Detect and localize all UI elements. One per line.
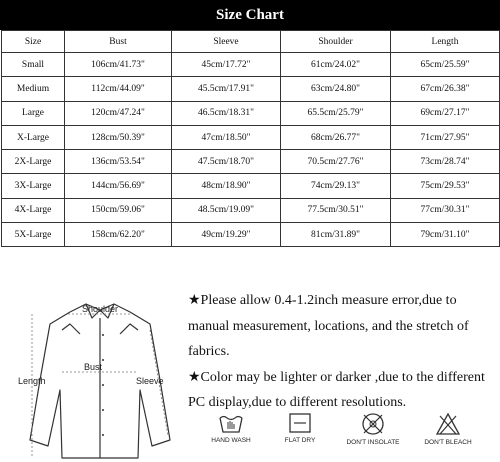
cell-shoulder: 63cm/24.80"	[281, 77, 391, 101]
cell-length: 69cm/27.17"	[391, 101, 500, 125]
cell-sleeve: 48.5cm/19.09"	[172, 198, 281, 222]
color-note: ★Color may be lighter or darker ,due to the different PC display,due to different resolutions.	[188, 369, 485, 411]
dont-insolate-label: DON'T INSOLATE	[346, 439, 400, 446]
cell-sleeve: 47cm/18.50"	[172, 125, 281, 149]
cell-length: 67cm/26.38"	[391, 77, 500, 101]
notes	[188, 288, 498, 416]
table-row	[2, 223, 500, 247]
table-row	[2, 53, 500, 77]
length-label: Length	[18, 376, 46, 386]
table-row	[2, 101, 500, 125]
cell-shoulder: 68cm/26.77"	[281, 125, 391, 149]
cell-size: 5X-Large	[2, 223, 65, 247]
cell-sleeve: 45cm/17.72"	[172, 53, 281, 77]
table-row	[2, 198, 500, 222]
cell-length: 79cm/31.10"	[391, 223, 500, 247]
cell-bust: 112cm/44.09"	[65, 77, 172, 101]
cell-size: Large	[2, 101, 65, 125]
care-dont-insolate	[340, 412, 406, 462]
cell-bust: 128cm/50.39"	[65, 125, 172, 149]
cell-bust: 106cm/41.73"	[65, 53, 172, 77]
hand-wash-label: HAND WASH	[211, 437, 251, 444]
chart-title: Size Chart	[0, 0, 500, 30]
table-row	[2, 174, 500, 198]
shoulder-label: Shoulder	[82, 304, 119, 314]
flat-dry-label: FLAT DRY	[284, 437, 316, 444]
header-size: Size	[2, 31, 65, 53]
cell-size: 2X-Large	[2, 150, 65, 174]
cell-sleeve: 48cm/18.90"	[172, 174, 281, 198]
cell-length: 75cm/29.53"	[391, 174, 500, 198]
header-length: Length	[391, 31, 500, 53]
cell-shoulder: 81cm/31.89"	[281, 223, 391, 247]
cell-sleeve: 46.5cm/18.31"	[172, 101, 281, 125]
table-row	[2, 77, 500, 101]
cell-shoulder: 74cm/29.13"	[281, 174, 391, 198]
cell-length: 77cm/30.31"	[391, 198, 500, 222]
care-flat-dry	[272, 412, 328, 462]
care-hand-wash	[200, 412, 262, 462]
size-table	[1, 30, 500, 247]
hand-wash-icon	[217, 412, 245, 434]
cell-bust: 144cm/56.69"	[65, 174, 172, 198]
cell-size: 4X-Large	[2, 198, 65, 222]
sleeve-label: Sleeve	[136, 376, 164, 386]
cell-shoulder: 65.5cm/25.79"	[281, 101, 391, 125]
cell-shoulder: 70.5cm/27.76"	[281, 150, 391, 174]
bust-label: Bust	[84, 362, 103, 372]
dont-bleach-icon	[435, 412, 461, 436]
cell-size: Medium	[2, 77, 65, 101]
cell-size: X-Large	[2, 125, 65, 149]
cell-shoulder: 61cm/24.02"	[281, 53, 391, 77]
table-header-row	[2, 31, 500, 53]
cell-sleeve: 45.5cm/17.91"	[172, 77, 281, 101]
cell-shoulder: 77.5cm/30.51"	[281, 198, 391, 222]
table-row	[2, 125, 500, 149]
dont-bleach-label: DON'T BLEACH	[424, 439, 472, 446]
cell-length: 65cm/25.59"	[391, 53, 500, 77]
cell-length: 71cm/27.95"	[391, 125, 500, 149]
cell-bust: 158cm/62.20"	[65, 223, 172, 247]
header-bust: Bust	[65, 31, 172, 53]
cell-sleeve: 49cm/19.29"	[172, 223, 281, 247]
dont-insolate-icon	[360, 412, 386, 436]
header-sleeve: Sleeve	[172, 31, 281, 53]
cell-bust: 120cm/47.24"	[65, 101, 172, 125]
table-row	[2, 150, 500, 174]
cell-length: 73cm/28.74"	[391, 150, 500, 174]
cell-size: 3X-Large	[2, 174, 65, 198]
cell-bust: 150cm/59.06"	[65, 198, 172, 222]
flat-dry-icon	[288, 412, 312, 434]
care-dont-bleach	[412, 412, 484, 462]
measurement-note: ★Please allow 0.4-1.2inch measure error,due to manual measurement, locations, and the stretch of fabrics.	[188, 293, 469, 360]
cell-bust: 136cm/53.54"	[65, 150, 172, 174]
garment-measurement-diagram	[0, 290, 185, 462]
header-shoulder: Shoulder	[281, 31, 391, 53]
cell-sleeve: 47.5cm/18.70"	[172, 150, 281, 174]
cell-size: Small	[2, 53, 65, 77]
